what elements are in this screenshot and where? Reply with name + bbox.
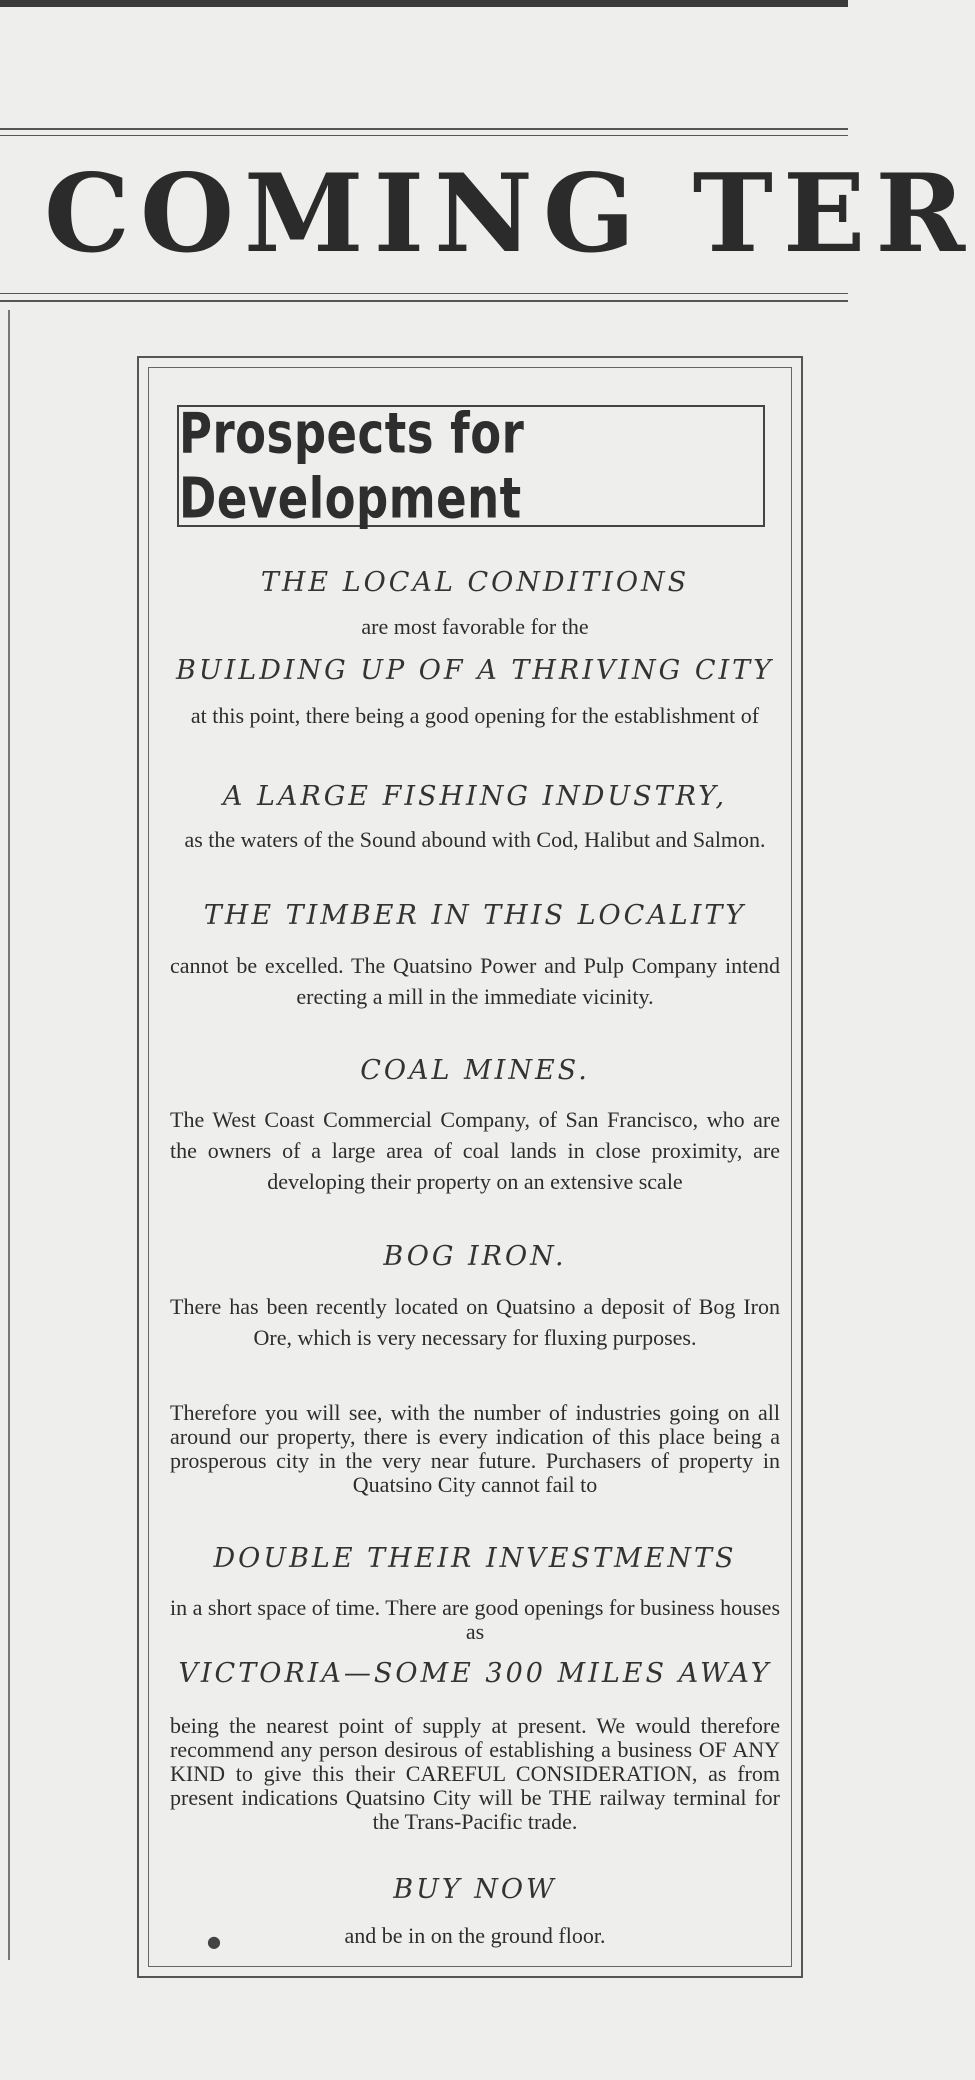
timber-text: cannot be excelled. The Quatsino Power and Pulp Company intend erecting a mill in the immediate vicinity.: [170, 953, 780, 1009]
local-conditions-text: are most favorable for the: [361, 614, 589, 639]
fishing-industry-heading: A LARGE FISHING INDUSTRY,: [222, 781, 728, 812]
double-investments-heading: DOUBLE THEIR INVESTMENTS: [213, 1543, 737, 1574]
timber-heading: THE TIMBER IN THIS LOCALITY: [203, 900, 747, 931]
bog-iron-heading: BOG IRON.: [383, 1241, 567, 1272]
page-title: COMING TER: [44, 151, 975, 277]
therefore-text: Therefore you will see, with the number of industries going on all around our property, there is every indication of this place being a prosperous city in the very near future. Purchasers of property in Quatsino City cannot fail to: [170, 1400, 780, 1497]
thriving-city-heading: BUILDING UP OF A THRIVING CITY: [176, 655, 774, 686]
bog-iron-text: There has been recently located on Quatsino a deposit of Bog Iron Ore, which is very necessary for fluxing purposes.: [170, 1294, 780, 1350]
short-space-text: in a short space of time. There are good openings for business houses as: [170, 1595, 780, 1644]
victoria-heading: VICTORIA—SOME 300 MILES AWAY: [178, 1658, 772, 1689]
left-column-edge: [0, 310, 10, 1960]
nearest-point-text: being the nearest point of supply at present. We would therefore recommend any person desirous of establishing a business OF ANY KIND to give this their CAREFUL CONSIDERATION, as from present indications Quatsino City will be THE railway terminal for the Trans-Pacific trade.: [170, 1713, 780, 1834]
ad-header-box: [177, 401, 765, 531]
local-conditions-heading: THE LOCAL CONDITIONS: [260, 567, 690, 598]
top-border: [0, 0, 848, 7]
buy-now-heading: BUY NOW: [393, 1874, 557, 1905]
fishing-industry-text: as the waters of the Sound abound with Cod, Halibut and Salmon.: [184, 827, 766, 852]
title-rule-top-thin: [0, 135, 848, 136]
title-rule-bottom-thin: [0, 293, 848, 294]
coal-mines-heading: COAL MINES.: [360, 1055, 590, 1086]
title-rule-bottom: [0, 300, 848, 302]
title-rule-top: [0, 128, 848, 130]
coal-mines-text: The West Coast Commercial Company, of San Francisco, who are the owners of a large area of coal lands in close proximity, are developing their property on an extensive scale: [170, 1107, 780, 1194]
ink-speck-mark: ●: [207, 1932, 221, 1951]
thriving-city-text: at this point, there being a good opening for the establishment of: [190, 703, 760, 728]
ground-floor-text: and be in on the ground floor.: [344, 1923, 606, 1948]
ad-header: Prospects for Development: [179, 401, 525, 531]
